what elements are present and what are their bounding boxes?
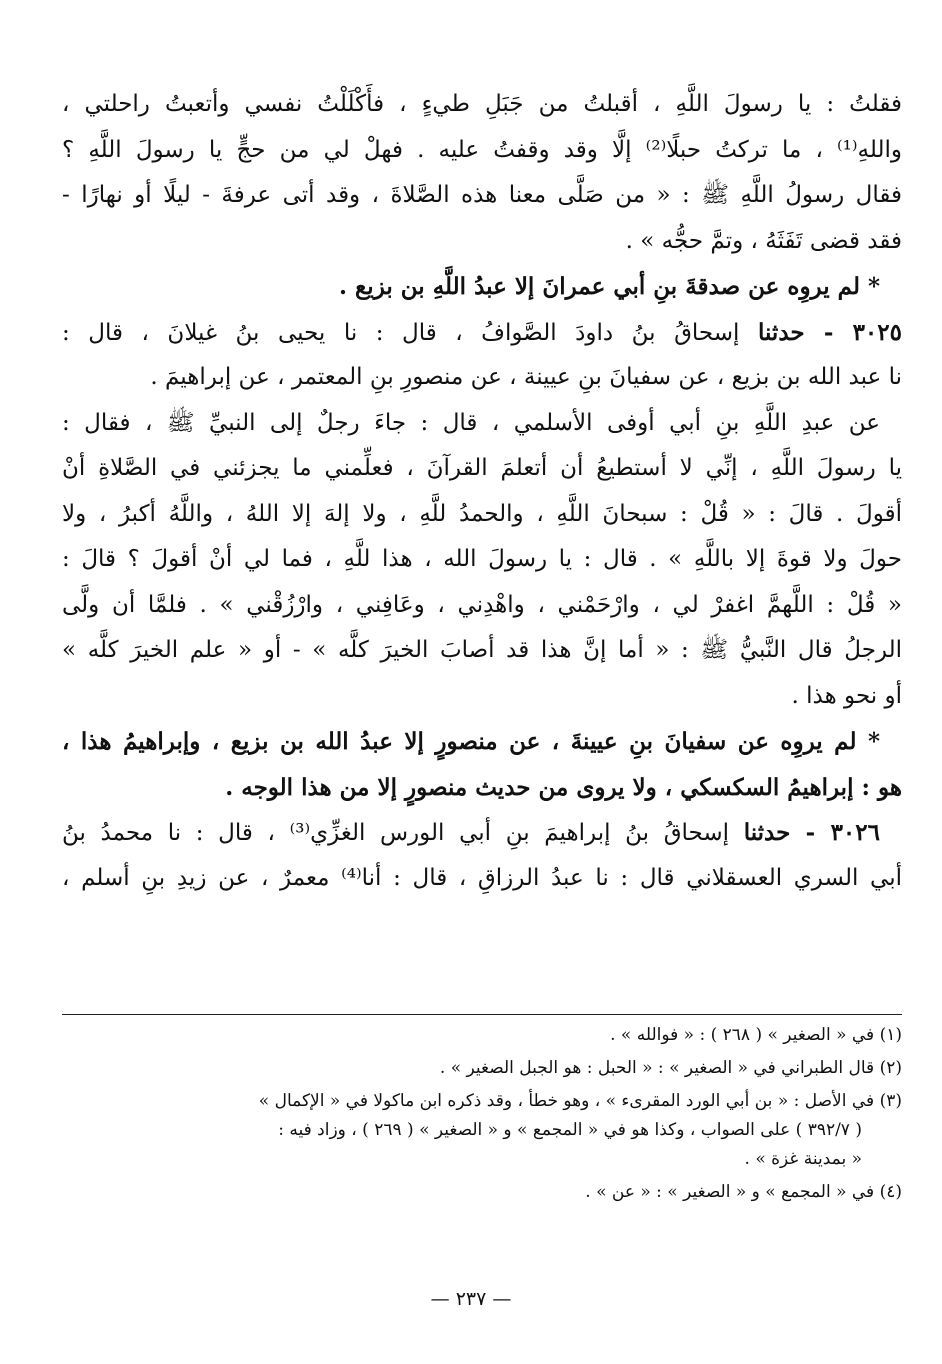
hadith-heading: ٣٠٢٥ - حدثنا إسحاقُ بنُ داودَ الصَّوافُ ، قال : نا يحيى بنُ غيلانَ ، قال :: [62, 318, 902, 346]
text-line: إسحاقُ بنُ إبراهيمَ بنِ أبي الورس الغزِّي⁽³⁾ ، قال : نا محمدُ بنُ: [62, 820, 744, 846]
hadith-number: ٣٠٢٦: [830, 819, 880, 846]
text-line: فقال رسولُ اللَّهِ ﷺ : « من صَلَّى معنا هذه الصَّلاةَ ، وقد أتى عرفةَ - ليلًا أو نهارًا -: [62, 182, 902, 208]
editor-note: هو : إبراهيمُ السكسكي ، ولا يروى من حديث منصورٍ إلا من هذا الوجه .: [225, 773, 902, 801]
footnotes: [62, 1014, 902, 1207]
text-line: فقد قضى تَفَثَهُ ، وتمَّ حجُّه » .: [625, 227, 902, 254]
text-line: « قُلْ : اللَّهمَّ اغفرْ لي ، وارْحَمْني ، واهْدِني ، وعَافِني ، وارْزُقْني » . فلمَّا أن ولَّى: [62, 591, 902, 618]
footnote-continuation: ( ٣٩٢/٧ ) على الصواب ، وكذا هو في « المجمع » و « الصغير » ( ٢٦٩ ) ، وزاد فيه :: [278, 1120, 862, 1140]
text-line: الرجلُ قال النَّبيُّ ﷺ : « أما إنَّ هذا قد أصابَ الخيرَ كلَّه » - أو « علم الخيرَ كلَّه »: [62, 637, 902, 663]
hadith-lead: حدثنا: [757, 318, 805, 346]
text-line: أبي السري العسقلاني قال : نا عبدُ الرزاقِ ، قال : أنا⁽⁴⁾ معمرٌ ، عن زيدِ بنِ أسلم ،: [62, 864, 902, 891]
footnote-continuation: « بمدينة غزة » .: [744, 1149, 862, 1169]
editor-note: * لم يروِه عن صدقةَ بنِ أبي عمرانَ إلا عبدُ اللَّهِ بن بزيع .: [339, 273, 880, 300]
page-number: — ٢٣٧ —: [430, 1288, 512, 1310]
footnote: (٤) في « المجمع » و « الصغير » : « عن » .: [585, 1182, 902, 1202]
page-body: [62, 82, 902, 901]
footnote: (٣) في الأصل : « بن أبي الورد المقرىء » ، وهو خطأ ، وقد ذكره ابن ماكولا في « الإكمال »: [258, 1091, 902, 1111]
editor-note: * لم يروِه عن سفيانَ بنِ عيينةَ ، عن منصورٍ إلا عبدُ الله بن بزيع ، وإبراهيمُ هذا ،: [62, 728, 880, 755]
text-line: واللهِ⁽¹⁾ ، ما تركتُ حبلًا⁽²⁾ إلَّا وقد وقفتُ عليه . فهلْ لي من حجٍّ يا رسولَ اللَّهِ ؟: [62, 136, 902, 163]
hadith-lead: حدثنا: [743, 819, 791, 846]
text-line: إسحاقُ بنُ داودَ الصَّوافُ ، قال : نا يحيى بنُ غيلانَ ، قال :: [62, 319, 758, 346]
hadith-number: ٣٠٢٥: [852, 318, 902, 346]
footnote: (٢) قال الطبراني في « الصغير » : « الحبل : هو الجبل الصغير » .: [439, 1058, 902, 1078]
text-line: فقلتُ : يا رسولَ اللَّهِ ، أقبلتُ من جَبَلِ طيءٍ ، فأَكْلَلْتُ نفسي وأتعبتُ راحلتي ،: [62, 91, 902, 117]
text-line: عن عبدِ اللَّهِ بنِ أبي أوفى الأسلمي ، قال : جاءَ رجلٌ إلى النبيِّ ﷺ ، فقال :: [62, 409, 880, 436]
text-line: أو نحو هذا .: [791, 682, 902, 709]
footnote: (١) في « الصغير » ( ٢٦٨ ) : « فوالله » .: [610, 1025, 902, 1045]
text-line: يا رسولَ اللَّهِ ، إنِّي لا أستطيعُ أن أتعلمَ القرآنَ ، فعلِّمني ما يجزئني في الصَّلاةِ أنْ: [62, 455, 902, 481]
text-line: حولَ ولا قوةَ إلا باللَّهِ » . قال : يا رسولَ الله ، هذا للَّهِ ، فما لي أنْ أقولَ ؟ قالَ :: [62, 546, 902, 572]
text-line: أقولَ . قالَ : « قُلْ : سبحانَ اللَّهِ ، والحمدُ للَّهِ ، ولا إلهَ إلا اللهُ ، واللَّهُ أكبرُ ، ولا: [62, 500, 902, 527]
text-line: نا عبد الله بن بزيع ، عن سفيانَ بنِ عيينة ، عن منصورِ بنِ المعتمر ، عن إبراهيمَ .: [150, 364, 902, 390]
hadith-heading: ٣٠٢٦ - حدثنا إسحاقُ بنُ إبراهيمَ بنِ أبي الورس الغزِّي⁽³⁾ ، قال : نا محمدُ بنُ: [62, 819, 880, 846]
footnote-divider: [62, 1014, 902, 1015]
